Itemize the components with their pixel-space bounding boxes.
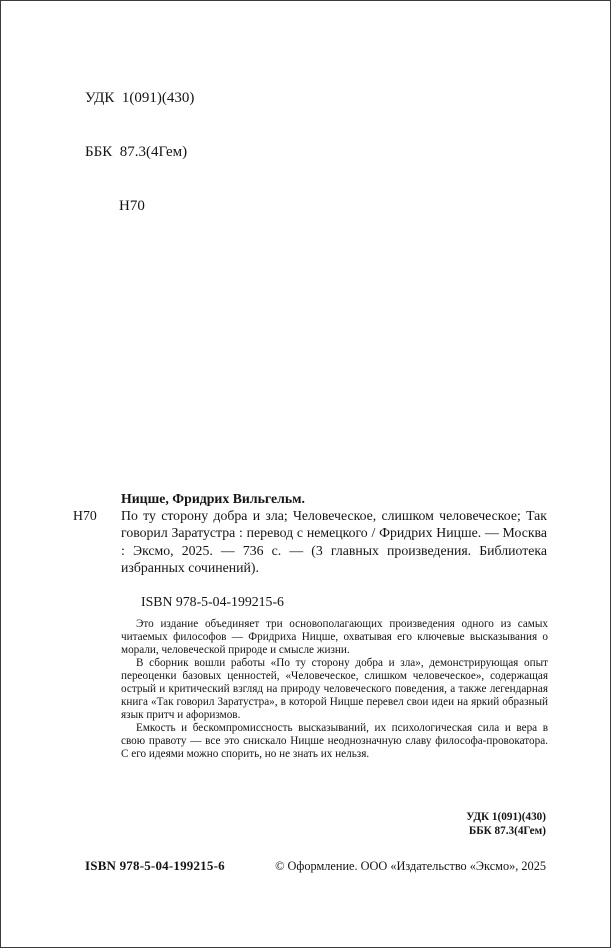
author-heading: Ницше, Фридрих Вильгельм.: [121, 491, 306, 506]
author-sign-code-entry: Н70: [73, 508, 97, 524]
isbn-catalog: ISBN 978-5-04-199215-6: [141, 594, 284, 610]
bbk-code-bottom: ББК 87.3(4Гем): [468, 824, 546, 837]
footer-row: [85, 858, 546, 874]
annotation-paragraph: Это издание объединяет три основополагающих произведения одного из самых читаемых философов — Фридриха Ницше, охватывая его ключевые высказывания о морали, человеческой природе и смысле жизни.: [121, 618, 548, 656]
isbn-footer: ISBN 978-5-04-199215-6: [85, 858, 225, 873]
bibliographic-description: По ту сторону добра и зла; Человеческое, слишком человеческое; Так говорил Заратустра : перевод с немецкого / Фридрих Ницше. — Москва : Эксмо, 2025. — 736 с. — (3 главных произведения. Библиотека избранных сочинений).: [121, 508, 547, 575]
footer-classification-codes: [466, 811, 546, 838]
author-sign-code-top: Н70: [119, 198, 145, 214]
annotation-paragraph: В сборник вошли работы «По ту сторону добра и зла», демонстрирующая опыт переоценки базовых ценностей, «Человеческое, слишком человеческое», содержащая острый и критический взгляд на природу человеческого поведения, а также легендарная книга «Так говорил Заратустра», в которой Ницше перевел свои идеи на яркий образный язык притч и афоризмов.: [121, 657, 548, 721]
catalog-entry: [73, 507, 547, 576]
udk-code-bottom: УДК 1(091)(430): [466, 811, 546, 823]
annotation-block: [121, 618, 548, 761]
bbk-code-top: ББК 87.3(4Гем): [85, 144, 188, 160]
copyright-notice: © Оформление. ООО «Издательство «Эксмо», 2025: [275, 859, 546, 873]
udk-code-top: УДК 1(091)(430): [85, 90, 195, 106]
catalog-card: [73, 490, 547, 610]
annotation-paragraph: Емкость и бескомпромиссность высказываний, их психологическая сила и вера в свою правоту — все это снискало Ницше неоднозначную славу философа-провокатора. С его идеями можно спорить, но не знать их нельзя.: [121, 722, 548, 760]
top-classification-codes: [85, 53, 194, 251]
